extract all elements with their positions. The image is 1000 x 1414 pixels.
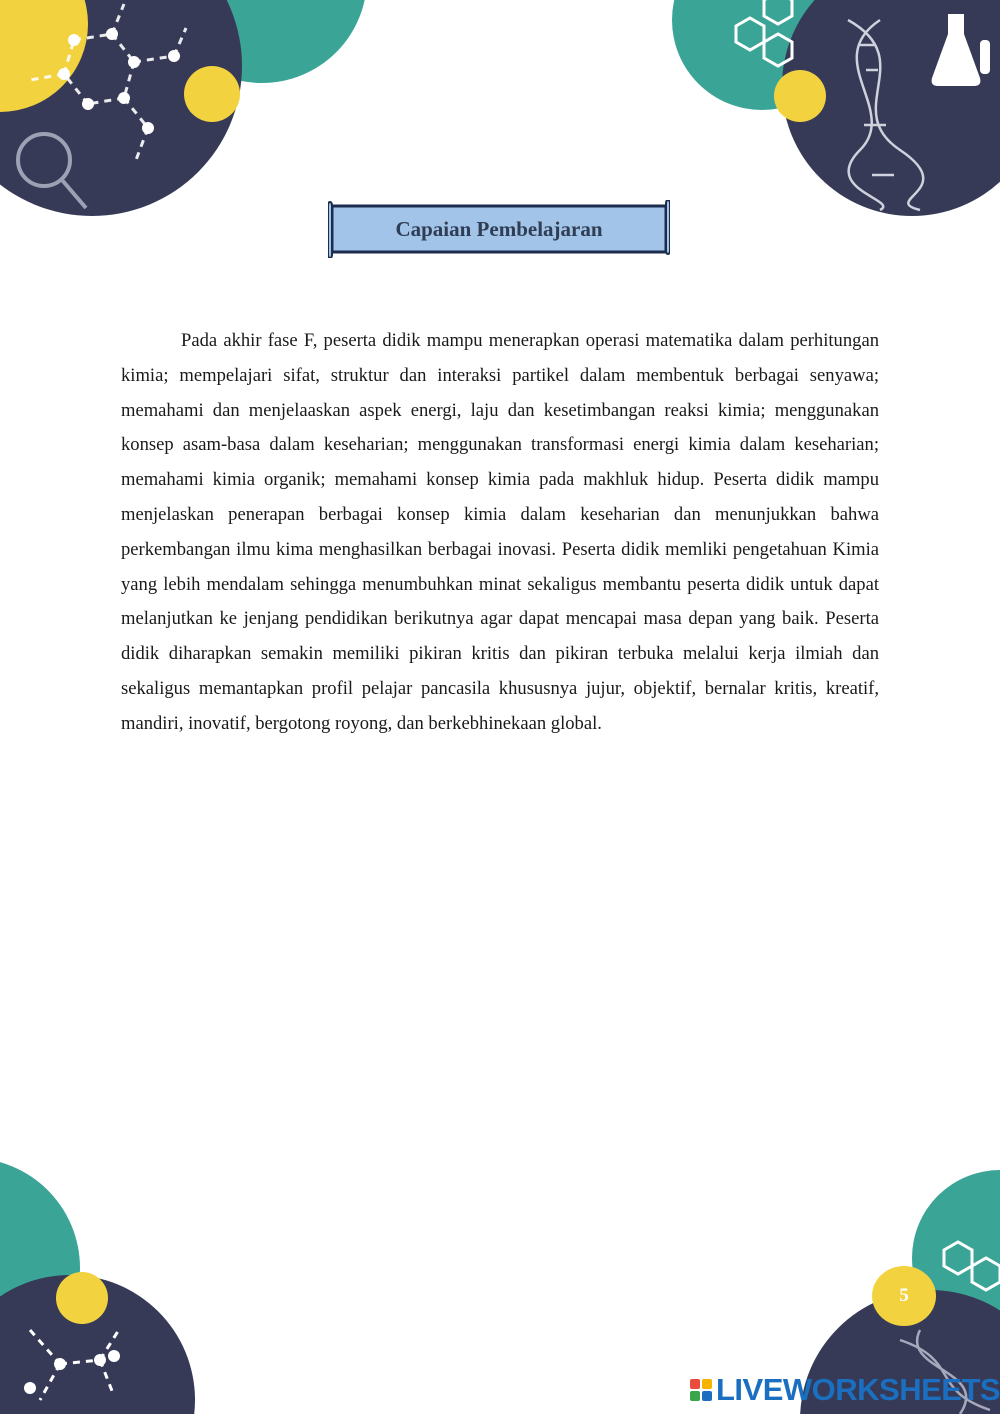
- liveworksheets-logo-icon: [690, 1379, 712, 1401]
- bottom-left-decoration: [0, 1158, 195, 1414]
- top-right-decoration: [672, 0, 1000, 216]
- watermark-text: LIVEWORKSHEETS: [716, 1372, 1000, 1407]
- page-title: Capaian Pembelajaran: [395, 216, 603, 241]
- liveworksheets-watermark: [690, 1372, 1000, 1408]
- top-left-decoration: [0, 0, 367, 216]
- body-paragraph: Pada akhir fase F, peserta didik mampu menerapkan operasi matematika dalam perhitungan kimia; mempelajari sifat, struktur dan interaksi partikel dalam membentuk berbagai senyawa; memahami dan menjelaaskan aspek energi, laju dan kesetimbangan reaksi kimia; menggunakan konsep asam-basa dalam keseharian; menggunakan transformasi energi kimia dalam keseharian; memahami kimia organik; memahami konsep kimia pada makhluk hidup. Peserta didik mampu menjelaskan penerapan berbagai konsep kimia dalam keseharian dan menunjukkan bahwa perkembangan ilmu kima menghasilkan berbagai inovasi. Peserta didik memliki pengetahuan Kimia yang lebih mendalam sehingga menumbuhkan minat sekaligus membantu peserta didik untuk dapat melanjutkan ke jenjang pendidikan berikutnya agar dapat mencapai masa depan yang baik. Peserta didik diharapkan semakin memiliki pikiran kritis dan pikiran terbuka melalui kerja ilmiah dan sekaligus memantapkan profil pelajar pancasila khususnya jujur, objektif, bernalar kritis, kreatif, mandiri, inovatif, bergotong royong, dan berkebhinekaan global.: [121, 330, 879, 734]
- page-number: 5: [872, 1266, 936, 1326]
- title-banner: [328, 200, 670, 258]
